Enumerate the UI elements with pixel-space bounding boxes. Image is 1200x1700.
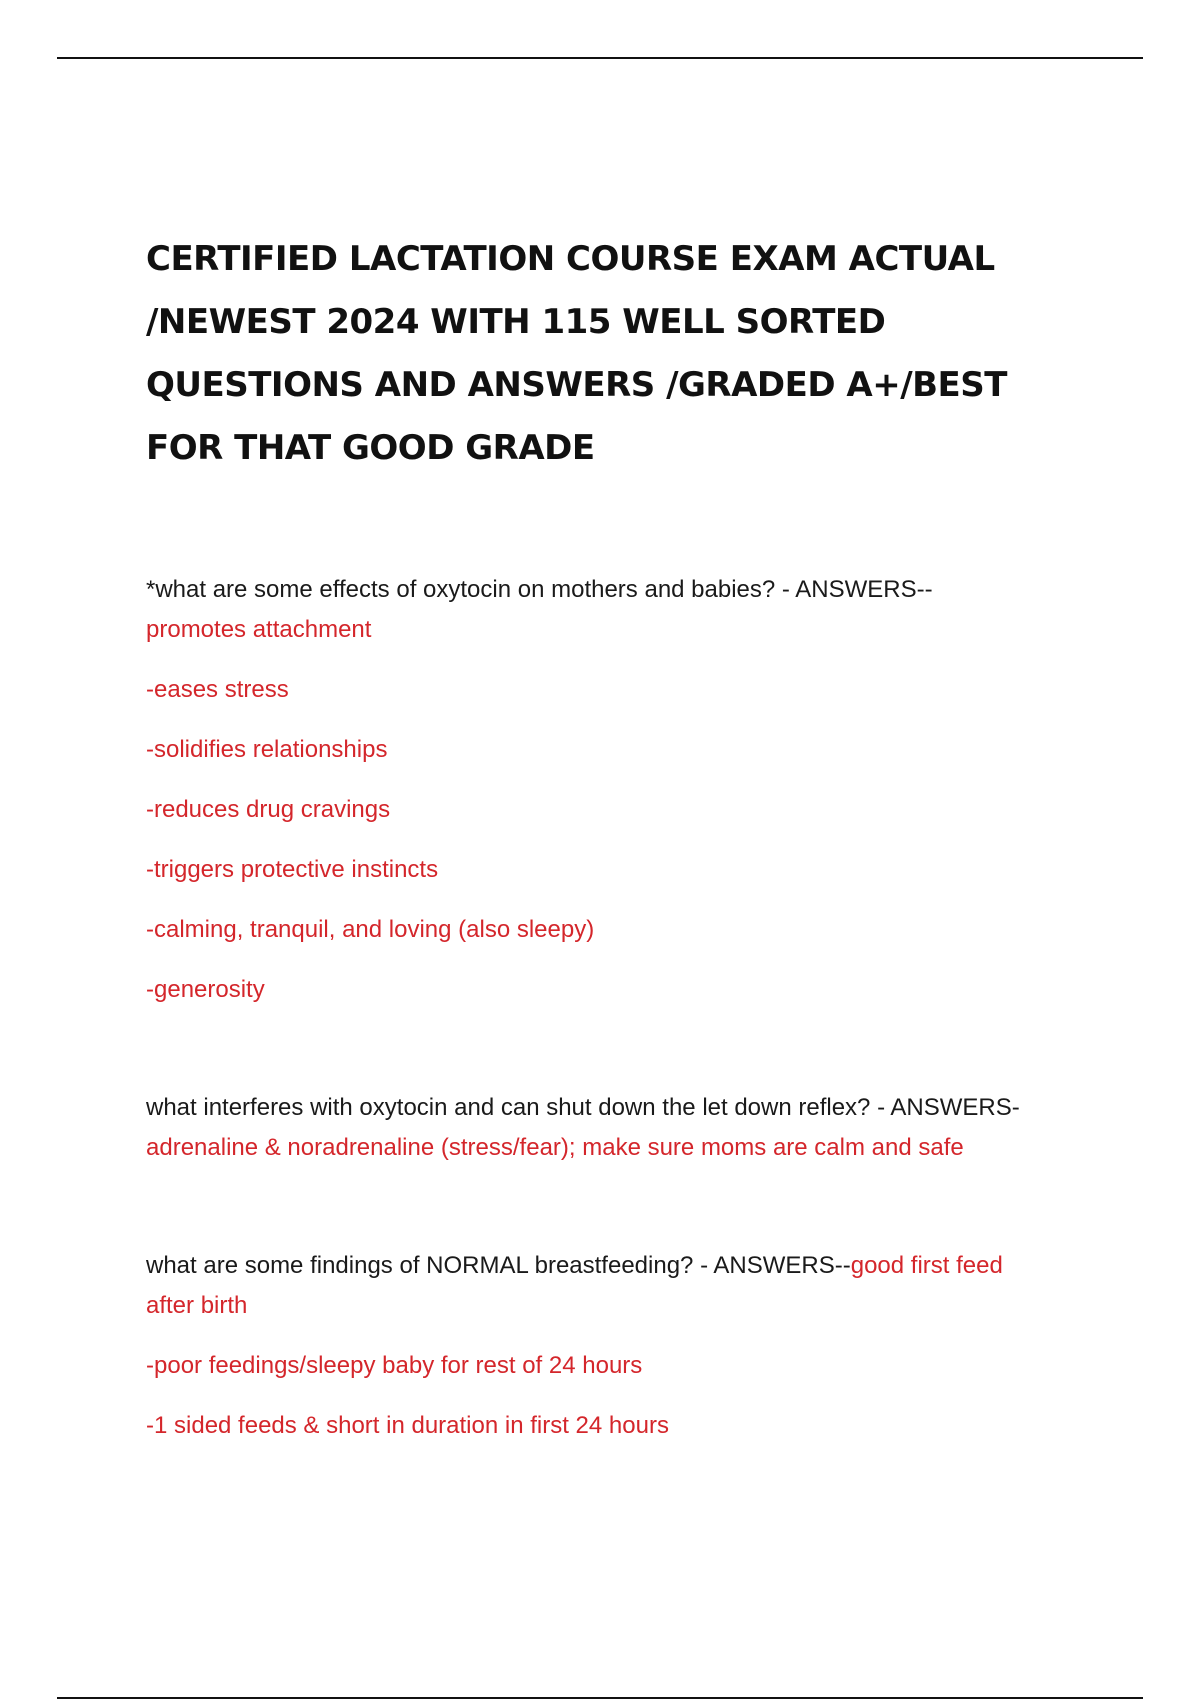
- answer-item: -eases stress: [146, 676, 289, 703]
- title-line: QUESTIONS AND ANSWERS /GRADED A+/BEST: [146, 365, 1007, 405]
- document-title: [146, 228, 1106, 480]
- answer-item: -reduces drug cravings: [146, 796, 391, 823]
- answer-text: promotes attachment: [146, 616, 372, 643]
- title-line: /NEWEST 2024 WITH 115 WELL SORTED: [146, 302, 886, 342]
- top-rule: [57, 57, 1143, 59]
- bottom-rule: [57, 1697, 1143, 1699]
- qa-block-oxytocin-effects: [146, 570, 1106, 1010]
- answer-item: -poor feedings/sleepy baby for rest of 24 hours: [146, 1352, 643, 1379]
- answer-item: -calming, tranquil, and loving (also sleepy): [146, 916, 595, 943]
- title-line: FOR THAT GOOD GRADE: [146, 428, 595, 468]
- question-line: [146, 1246, 1106, 1286]
- title-line: CERTIFIED LACTATION COURSE EXAM ACTUAL: [146, 239, 995, 279]
- answer-item: -1 sided feeds & short in duration in first 24 hours: [146, 1412, 669, 1439]
- answer-item: -generosity: [146, 976, 265, 1003]
- question-text: what interferes with oxytocin and can shut down the let down reflex? - ANSWERS-: [146, 1094, 1020, 1121]
- answer-item: -triggers protective instincts: [146, 856, 439, 883]
- qa-block-normal-breastfeeding: [146, 1246, 1106, 1446]
- qa-block-letdown-reflex: [146, 1088, 1106, 1168]
- answer-item: -solidifies relationships: [146, 736, 388, 763]
- question-text: *what are some effects of oxytocin on mothers and babies? - ANSWERS--: [146, 576, 933, 603]
- answer-inline-text: good first feed: [850, 1252, 1003, 1279]
- answer-text: after birth: [146, 1292, 248, 1319]
- question-line: [146, 570, 1106, 610]
- answer-text: adrenaline & noradrenaline (stress/fear); make sure moms are calm and safe: [146, 1134, 964, 1161]
- question-line: [146, 1088, 1106, 1128]
- question-text: what are some findings of NORMAL breastfeeding? - ANSWERS--: [146, 1252, 851, 1279]
- document-body: [146, 228, 1106, 1446]
